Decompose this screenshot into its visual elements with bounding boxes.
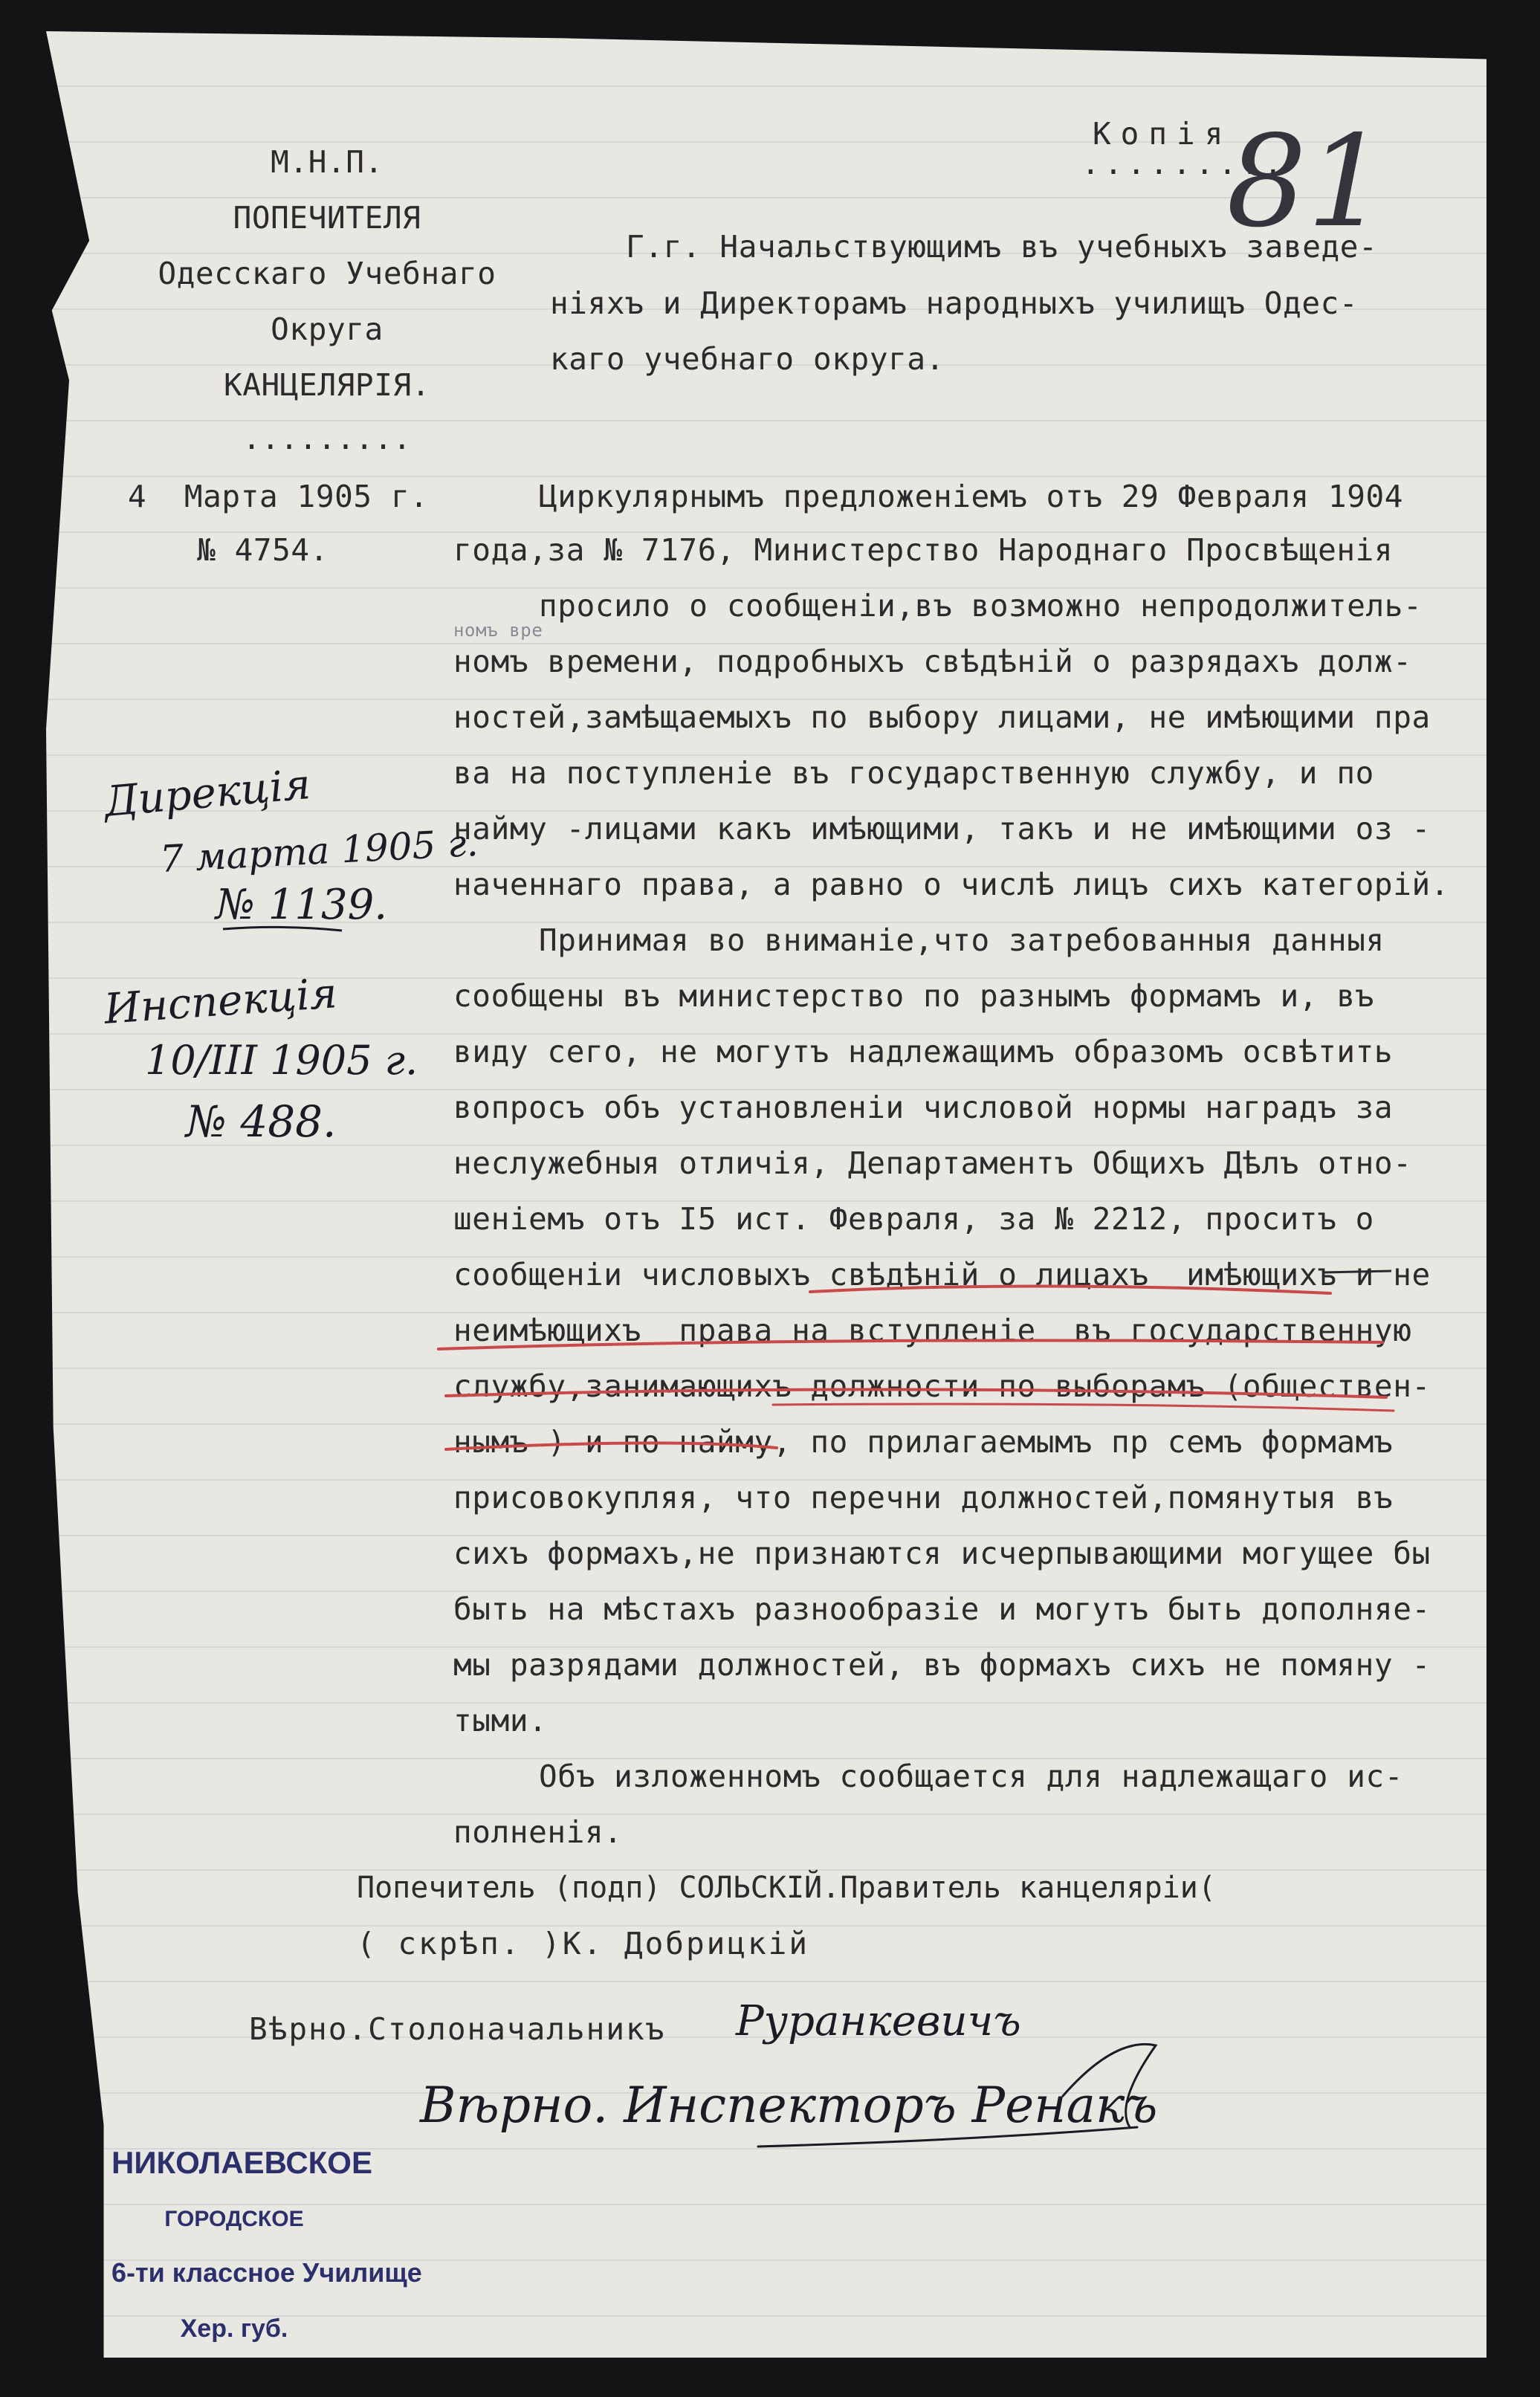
ministry-abbrev: М.Н.П. (271, 144, 384, 180)
red-underline-4 (446, 1443, 777, 1449)
district-label: Одесскаго Учебнаго (158, 256, 496, 291)
copy-mark-dots: ......... (1081, 146, 1287, 181)
verno-line: Вѣрно.Столоначальникъ (249, 2011, 666, 2047)
body-line-14: шеніемъ отъ I5 ист. Февраля, за № 2212, проситъ о (453, 1201, 1374, 1237)
countersign-line: ( скрѣп. )К. Добрицкій (357, 1926, 810, 1961)
inspection-note-number: № 488. (186, 1096, 337, 1147)
body-line-18: нымъ ) и по найму, по прилагаемымъ пр семъ формамъ (453, 1424, 1394, 1460)
inspector-signature: Вѣрно. Инспекторъ Ренакъ (420, 2077, 1158, 2134)
stamp-line-4: Хер. губ. (180, 2314, 288, 2343)
header-dots: ......... (242, 421, 412, 456)
body-line-5: ностей,замѣщаемыхъ по выбору лицами, не имѣющими пра (453, 699, 1431, 735)
body-line-3: просило о сообщеніи,въ возможно непродолжитель- (539, 588, 1423, 624)
address-line-3: каго учебнаго округа. (550, 341, 945, 377)
body-line-7: найму -лицами какъ имѣющими, такъ и не имѣющими оз - (453, 811, 1431, 847)
red-underline-1 (810, 1286, 1330, 1293)
trustee-label: ПОПЕЧИТЕЛЯ (233, 200, 421, 236)
directorate-note-title: Дирекція (102, 760, 313, 827)
body-line-10: сообщены въ министерство по разнымъ формамъ и, въ (453, 978, 1374, 1014)
page-number: 81 (1226, 109, 1388, 256)
body-line-20: сихъ формахъ,не признаются исчерпывающими могущее бы (453, 1536, 1431, 1571)
trustee-signature-line: Попечитель (подп) СОЛЬСКІЙ.Правитель канцеляріи( (357, 1871, 1216, 1905)
body-line-22: мы разрядами должностей, въ формахъ сихъ не помяну - (453, 1647, 1431, 1683)
body-line-6: ва на поступленіе въ государственную службу, и по (453, 755, 1374, 791)
body-line-4: номъ времени, подробныхъ свѣдѣній о разрядахъ долж- (453, 644, 1412, 679)
body-line-13: неслужебныя отличія, Департаментъ Общихъ Дѣлъ отно- (453, 1145, 1412, 1181)
address-line-1: Г.г. Начальствующимъ въ учебныхъ заведе- (626, 229, 1378, 265)
body-line-9: Принимая во вниманіе,что затребованныя данныя (539, 922, 1385, 958)
body-line-23: тыми. (453, 1703, 548, 1738)
body-line-15: сообщеніи числовыхъ свѣдѣній о лицахъ имѣющихъ и не (453, 1257, 1431, 1293)
red-underline-2 (439, 1340, 1382, 1349)
stamp-line-1: НИКОЛАЕВСКОЕ (111, 2144, 372, 2180)
okrug-label: Округа (271, 311, 384, 347)
inspector-flourish (758, 2044, 1156, 2147)
body-line-25: полненія. (453, 1814, 623, 1850)
body-line-19: присовокупляя, что перечни должностей,помянутыя въ (453, 1480, 1394, 1515)
copy-mark: Копія (1093, 116, 1233, 152)
directorate-number-underline (223, 927, 342, 931)
document-date: 4 Марта 1905 г. (128, 479, 429, 514)
chancellery-label: КАНЦЕЛЯРІЯ. (223, 367, 431, 403)
directorate-note-date: 7 марта 1905 г. (158, 821, 479, 882)
interlinear-note: номъ вре (453, 620, 543, 641)
body-line-12: вопросъ объ установленіи числовой нормы наградъ за (453, 1090, 1394, 1125)
document-number: № 4754. (197, 532, 329, 568)
stamp-line-2: ГОРОДСКОЕ (164, 2206, 304, 2231)
inspection-note-date: 10/III 1905 г. (145, 1037, 418, 1084)
body-line-24: Объ изложенномъ сообщается для надлежащаго ис- (539, 1759, 1404, 1794)
inspection-note-title: Инспекція (103, 969, 339, 1034)
directorate-note-number: № 1139. (216, 881, 388, 929)
strike-through (1323, 1271, 1391, 1272)
body-line-8: наченнаго права, а равно о числѣ лицъ сихъ категорій. (453, 867, 1450, 902)
red-underline-3 (446, 1389, 1386, 1397)
body-line-11: виду сего, не могутъ надлежащимъ образомъ освѣтить (453, 1034, 1394, 1070)
red-underline-5 (773, 1404, 1394, 1411)
body-line-21: быть на мѣстахъ разнообразіе и могутъ быть дополняе- (453, 1591, 1431, 1627)
stamp-line-3: 6-ти классное Училище (111, 2257, 422, 2288)
body-line-16: неимѣющихъ права на вступленіе въ государственную (453, 1313, 1412, 1348)
body-line-1: Циркулярнымъ предложеніемъ отъ 29 Февраля 1904 (539, 479, 1404, 514)
body-line-17: службу,занимающихъ должности по выборамъ (обществен- (453, 1368, 1431, 1404)
body-line-2: года,за № 7176, Министерство Народнаго Просвѣщенія (453, 532, 1394, 568)
head-clerk-signature: Руранкевичъ (736, 1997, 1021, 2045)
address-line-2: ніяхъ и Директорамъ народныхъ училищъ Одес- (550, 285, 1359, 321)
